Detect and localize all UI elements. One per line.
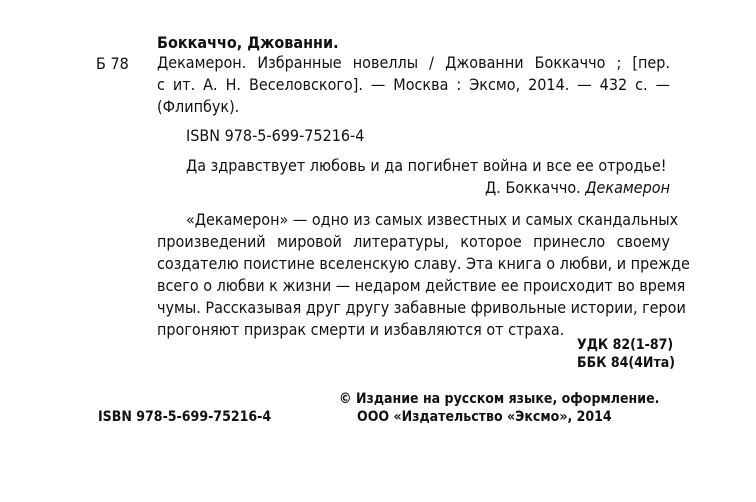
annotation-line: создателю поистине вселенскую славу. Эта книга о любви, и прежде — [157, 254, 690, 273]
publisher-line: ООО «Издательство «Эксмо», 2014 — [357, 409, 612, 425]
annotation-line: чумы. Рассказывая друг другу забавные фривольные истории, герои — [157, 298, 686, 317]
epigraph-author: Д. Боккаччо. — [485, 178, 581, 197]
epigraph-work: Декамерон — [585, 178, 670, 197]
annotation-line: прогоняют призрак смерти и избавляются от страха. — [157, 320, 565, 339]
annotation-line: всего о любви к жизни — недаром действие ее происходит во время — [157, 276, 686, 295]
annotation — [157, 209, 690, 341]
description-line: (Флипбук). — [157, 97, 240, 116]
udk-code: УДК 82(1-87) — [577, 337, 674, 353]
epigraph-text: Да здравствует любовь и да погибнет война и все ее отродье! — [186, 156, 667, 175]
epigraph-attribution — [485, 178, 670, 198]
isbn-inline: ISBN 978-5-699-75216-4 — [186, 126, 365, 145]
bbk-code: ББК 84(4Ита) — [577, 355, 676, 371]
footer-isbn: ISBN 978-5-699-75216-4 — [98, 409, 272, 425]
annotation-line: «Декамерон» — одно из самых известных и самых скандальных — [186, 210, 679, 229]
annotation-line: произведений мировой литературы, которое принесло своему — [157, 232, 670, 251]
shelf-mark: Б 78 — [96, 54, 129, 73]
author-heading: Боккаччо, Джованни. — [157, 33, 339, 52]
description-line: Декамерон. Избранные новеллы / Джованни Боккаччо ; [пер. — [157, 53, 670, 72]
copyright-line: © Издание на русском языке, оформление. — [339, 391, 660, 407]
bibliographic-description — [157, 52, 670, 118]
description-line: с ит. А. Н. Веселовского]. — Москва : Эксмо, 2014. — 432 с. — — [157, 75, 670, 94]
